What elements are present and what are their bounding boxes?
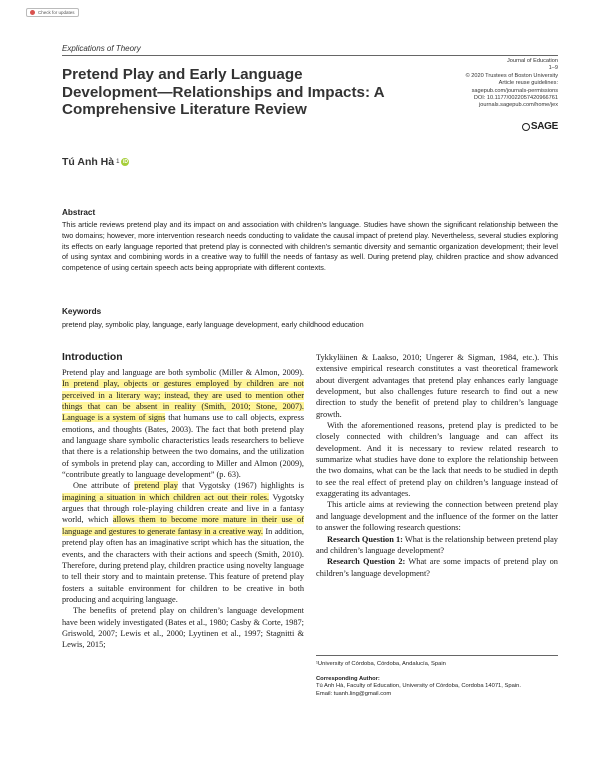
- page-range: 1–9: [548, 65, 558, 72]
- badge-label: Check for updates: [38, 10, 75, 15]
- research-question-1: Research Question 1: What is the relationship between pretend play and children’s language development?: [316, 534, 558, 555]
- check-for-updates-badge[interactable]: [26, 8, 79, 17]
- paragraph-3-continued: Tykkyläinen & Laakso, 2010; Ungerer & Sigman, 1984, etc.). This extensive empirical research constitutes a vast theoretical framework about divergent advantages that pretend play enhances early language development, but also challenges future research to find out a new direction to study the benefit of pretend play to children’s language growth.: [316, 353, 558, 419]
- publisher-name: SAGE: [530, 121, 558, 132]
- footnotes: [316, 661, 558, 698]
- reuse-label: Article reuse guidelines:: [498, 80, 558, 87]
- left-column: [62, 367, 304, 651]
- doi[interactable]: DOI: 10.1177/0022057420966761: [473, 95, 558, 102]
- paragraph-5: This article aims at reviewing the connection between pretend play and language development and the influence of the former on the latter to answer the following research questions:: [316, 500, 558, 533]
- keywords-heading: Keywords: [62, 307, 102, 316]
- introduction-heading: Introduction: [62, 352, 123, 363]
- footnote-divider: [316, 655, 558, 656]
- paragraph-4: With the aforementioned reasons, pretend play is predicted to be closely connected with children’s language and can affect its development. And it is necessary to review related research to summarize what studies have done to explore the relationship between the two domains, what can be the lack that needs to be studied in depth to see the real effect of pretend play on children’s language instead of exaggerating its advantages.: [316, 421, 558, 499]
- author-line: [62, 156, 129, 168]
- highlight: allows them to become more mature in their use of language and gestures to generate fantasy in a creative way.: [62, 515, 304, 536]
- update-icon: [30, 10, 35, 15]
- highlight: Language is a system of signs: [62, 413, 166, 423]
- header-divider: [62, 55, 558, 56]
- keywords-text: pretend play, symbolic play, language, early language development, early childhood education: [62, 320, 364, 329]
- author-name: Tú Anh Hà: [62, 156, 115, 168]
- abstract-text: This article reviews pretend play and its impact on and association with children’s language. Studies have shown the significant relationship between the two domains; however, more intervention research needs conducting to validate the causal impact of pretend play. Nevertheless, several studies exploring its effects on early language reported that pretend play is connected with children’s semantic diversity and semantic organization development; their level of using syntax and combining words in a creative way to fulfill the needs of fantasy as well. During pretend play, children practice and show advanced competence of using certain speech acts being appropriate with different contexts.: [62, 220, 558, 273]
- research-question-2: Research Question 2: What are some impacts of pretend play on children’s language development?: [316, 557, 558, 578]
- series-label: Explications of Theory: [62, 44, 141, 53]
- highlight: In pretend play, objects or gestures employed by children are not perceived in a literary way; instead, they are used to mention other things that can be absent in reality (Smith, 2010; Stone, 2007).: [62, 379, 304, 412]
- paragraph-2: One attribute of pretend play that Vygotsky (1967) highlights is imagining a situation in which children act out their roles. Vygotsky argues that through role-playing children create and live in a fantasy world, which allows them to become more mature in their use of language and gestures to generate fantasy in a creative way. In addition, pretend play often has an imaginative script which has the situation, the events, and the characters with their actions and speech (Smith, 2010). Therefore, during pretend play, children practice using novelty language to tell their story and to maintain pretense. This feature of pretend play fosters a suitable environment for children to be creative in both producing and acquiring language.: [62, 481, 304, 604]
- affiliation-mark: 1: [116, 159, 120, 165]
- highlight: imagining a situation in which children act out their roles.: [62, 492, 269, 502]
- article-title: Pretend Play and Early Language Development—Relationships and Impacts: A Comprehensive Literature Review: [62, 66, 385, 119]
- affiliation-note: ¹University of Córdoba, Córdoba, Andalucía, Spain: [316, 661, 446, 667]
- highlight: pretend play: [134, 481, 178, 491]
- journal-meta: [466, 58, 558, 110]
- journal-link[interactable]: journals.sagepub.com/home/jex: [479, 102, 558, 109]
- journal-name: Journal of Education: [507, 58, 558, 64]
- corresponding-author-address: Tú Anh Hà, Faculty of Education, University of Córdoba, Cordoba 14071, Spain.: [316, 683, 521, 690]
- corresponding-author-email[interactable]: Email: tuanh.ling@gmail.com: [316, 690, 392, 697]
- reuse-link[interactable]: sagepub.com/journals-permissions: [471, 87, 558, 94]
- sage-logo-icon: [522, 123, 530, 131]
- paragraph-1: Pretend play and language are both symbolic (Miller & Almon, 2009). In pretend play, objects or gestures employed by children are not perceived in a literary way; instead, they are used to mention other things that can be absent in reality (Smith, 2010; Stone, 2007). Language is a system of signs that humans use to call objects, express emotions, and thoughts (Bates, 2003). The fact that both pretend play and language share symbolic characteristics leads researchers to believe that there is a relationship between the two domains, and the utilization of symbols in pretend play can, according to Miller and Almon (2009), “contribute greatly to language development” (p. 63).: [62, 368, 304, 480]
- abstract-heading: Abstract: [62, 208, 96, 217]
- paragraph-3: The benefits of pretend play on children’s language development have been widely investigated (Bates et al., 1980; Casby & Corte, 1987; Griswold, 2007; Lewis et al., 2000; Lyytinen et al., 1997; Stagnitti & Lewis, 2015;: [62, 606, 304, 650]
- copyright: © 2020 Trustees of Boston University: [465, 72, 558, 79]
- orcid-icon[interactable]: iD: [122, 159, 128, 165]
- corresponding-author-heading: Corresponding Author:: [316, 675, 380, 682]
- publisher-logo: [522, 121, 558, 132]
- right-column: [316, 352, 558, 579]
